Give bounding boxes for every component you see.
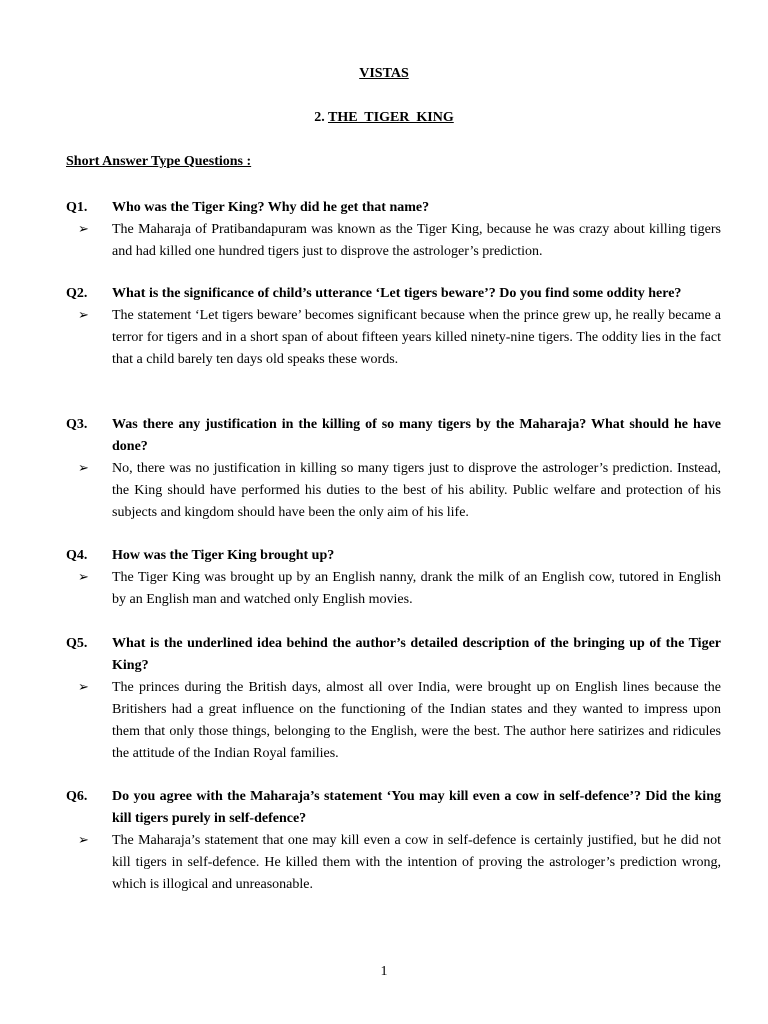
question-text: Do you agree with the Maharaja’s statement ‘You may kill even a cow in self-defence’? Did the king kill tigers purely in self-defence? <box>112 789 721 826</box>
section-heading: Short Answer Type Questions : <box>66 154 252 169</box>
answer-row <box>66 305 721 371</box>
question-block-2 <box>66 283 721 371</box>
question-number: Q5. <box>66 636 88 651</box>
chapter-name: THE TIGER KING <box>327 110 454 125</box>
chapter-number: 2. <box>314 110 325 125</box>
answer-text: The Maharaja of Pratibandapuram was known as the Tiger King, because he was crazy about killing tigers and had killed one hundred tigers just to disprove the astrologer’s prediction. <box>112 222 721 259</box>
answer-row <box>66 567 721 611</box>
arrow-bullet-icon: ➢ <box>78 222 89 237</box>
answer-text: No, there was no justification in killing so many tigers just to disprove the astrologer’s prediction. Instead, the King should have performed his duties to the best of his ability. Public welfare and protection of his subjects and kingdom should have been the only aim of his life. <box>112 461 721 520</box>
answer-text: The Tiger King was brought up by an English nanny, drank the milk of an English cow, tutored in English by an English man and watched only English movies. <box>112 570 721 607</box>
page-number: 1 <box>380 964 388 979</box>
arrow-bullet-icon: ➢ <box>78 833 89 848</box>
arrow-bullet-icon: ➢ <box>78 570 89 585</box>
question-row <box>66 283 721 305</box>
answer-row <box>66 458 721 524</box>
answer-row <box>66 830 721 896</box>
question-number: Q4. <box>66 548 88 563</box>
question-number: Q3. <box>66 417 88 432</box>
question-row <box>66 414 721 458</box>
question-row <box>66 633 721 677</box>
arrow-bullet-icon: ➢ <box>78 308 89 323</box>
question-block-4 <box>66 545 721 611</box>
question-row <box>66 197 721 219</box>
arrow-bullet-icon: ➢ <box>78 461 89 476</box>
question-block-1 <box>66 197 721 263</box>
question-number: Q1. <box>66 200 88 215</box>
answer-text: The princes during the British days, almost all over India, were brought up on English lines because the Britishers had a great influence on the functioning of the Indian states and they wanted to impress upon them that only those things, belonging to the English, were the best. The author here satirizes and ridicules the attitude of the Indian Royal families. <box>112 680 721 761</box>
question-block-5 <box>66 633 721 765</box>
answer-text: The statement ‘Let tigers beware’ becomes significant because when the prince grew up, he really became a terror for tigers and in a short span of about fifteen years killed ninety-nine tigers. The oddity lies in the fact that a child barely ten days old speaks these words. <box>112 308 721 367</box>
question-row <box>66 786 721 830</box>
question-row <box>66 545 721 567</box>
question-text: What is the significance of child’s utterance ‘Let tigers beware’? Do you find some oddity here? <box>112 286 682 301</box>
question-text: What is the underlined idea behind the author’s detailed description of the bringing up of the Tiger King? <box>112 636 721 673</box>
question-block-3 <box>66 414 721 524</box>
question-number: Q6. <box>66 789 88 804</box>
question-block-6 <box>66 786 721 896</box>
question-text: Was there any justification in the killing of so many tigers by the Maharaja? What should he have done? <box>112 417 721 454</box>
answer-row <box>66 677 721 765</box>
question-text: How was the Tiger King brought up? <box>112 548 335 563</box>
answer-row <box>66 219 721 263</box>
chapter-title <box>0 110 768 126</box>
arrow-bullet-icon: ➢ <box>78 680 89 695</box>
question-number: Q2. <box>66 286 88 301</box>
answer-text: The Maharaja’s statement that one may kill even a cow in self-defence is certainly justified, but he did not kill tigers in self-defence. He killed them with the intention of proving the astrologer’s prediction wrong, which is illogical and unreasonable. <box>112 833 721 892</box>
question-text: Who was the Tiger King? Why did he get that name? <box>112 200 430 215</box>
book-title: VISTAS <box>359 66 409 81</box>
